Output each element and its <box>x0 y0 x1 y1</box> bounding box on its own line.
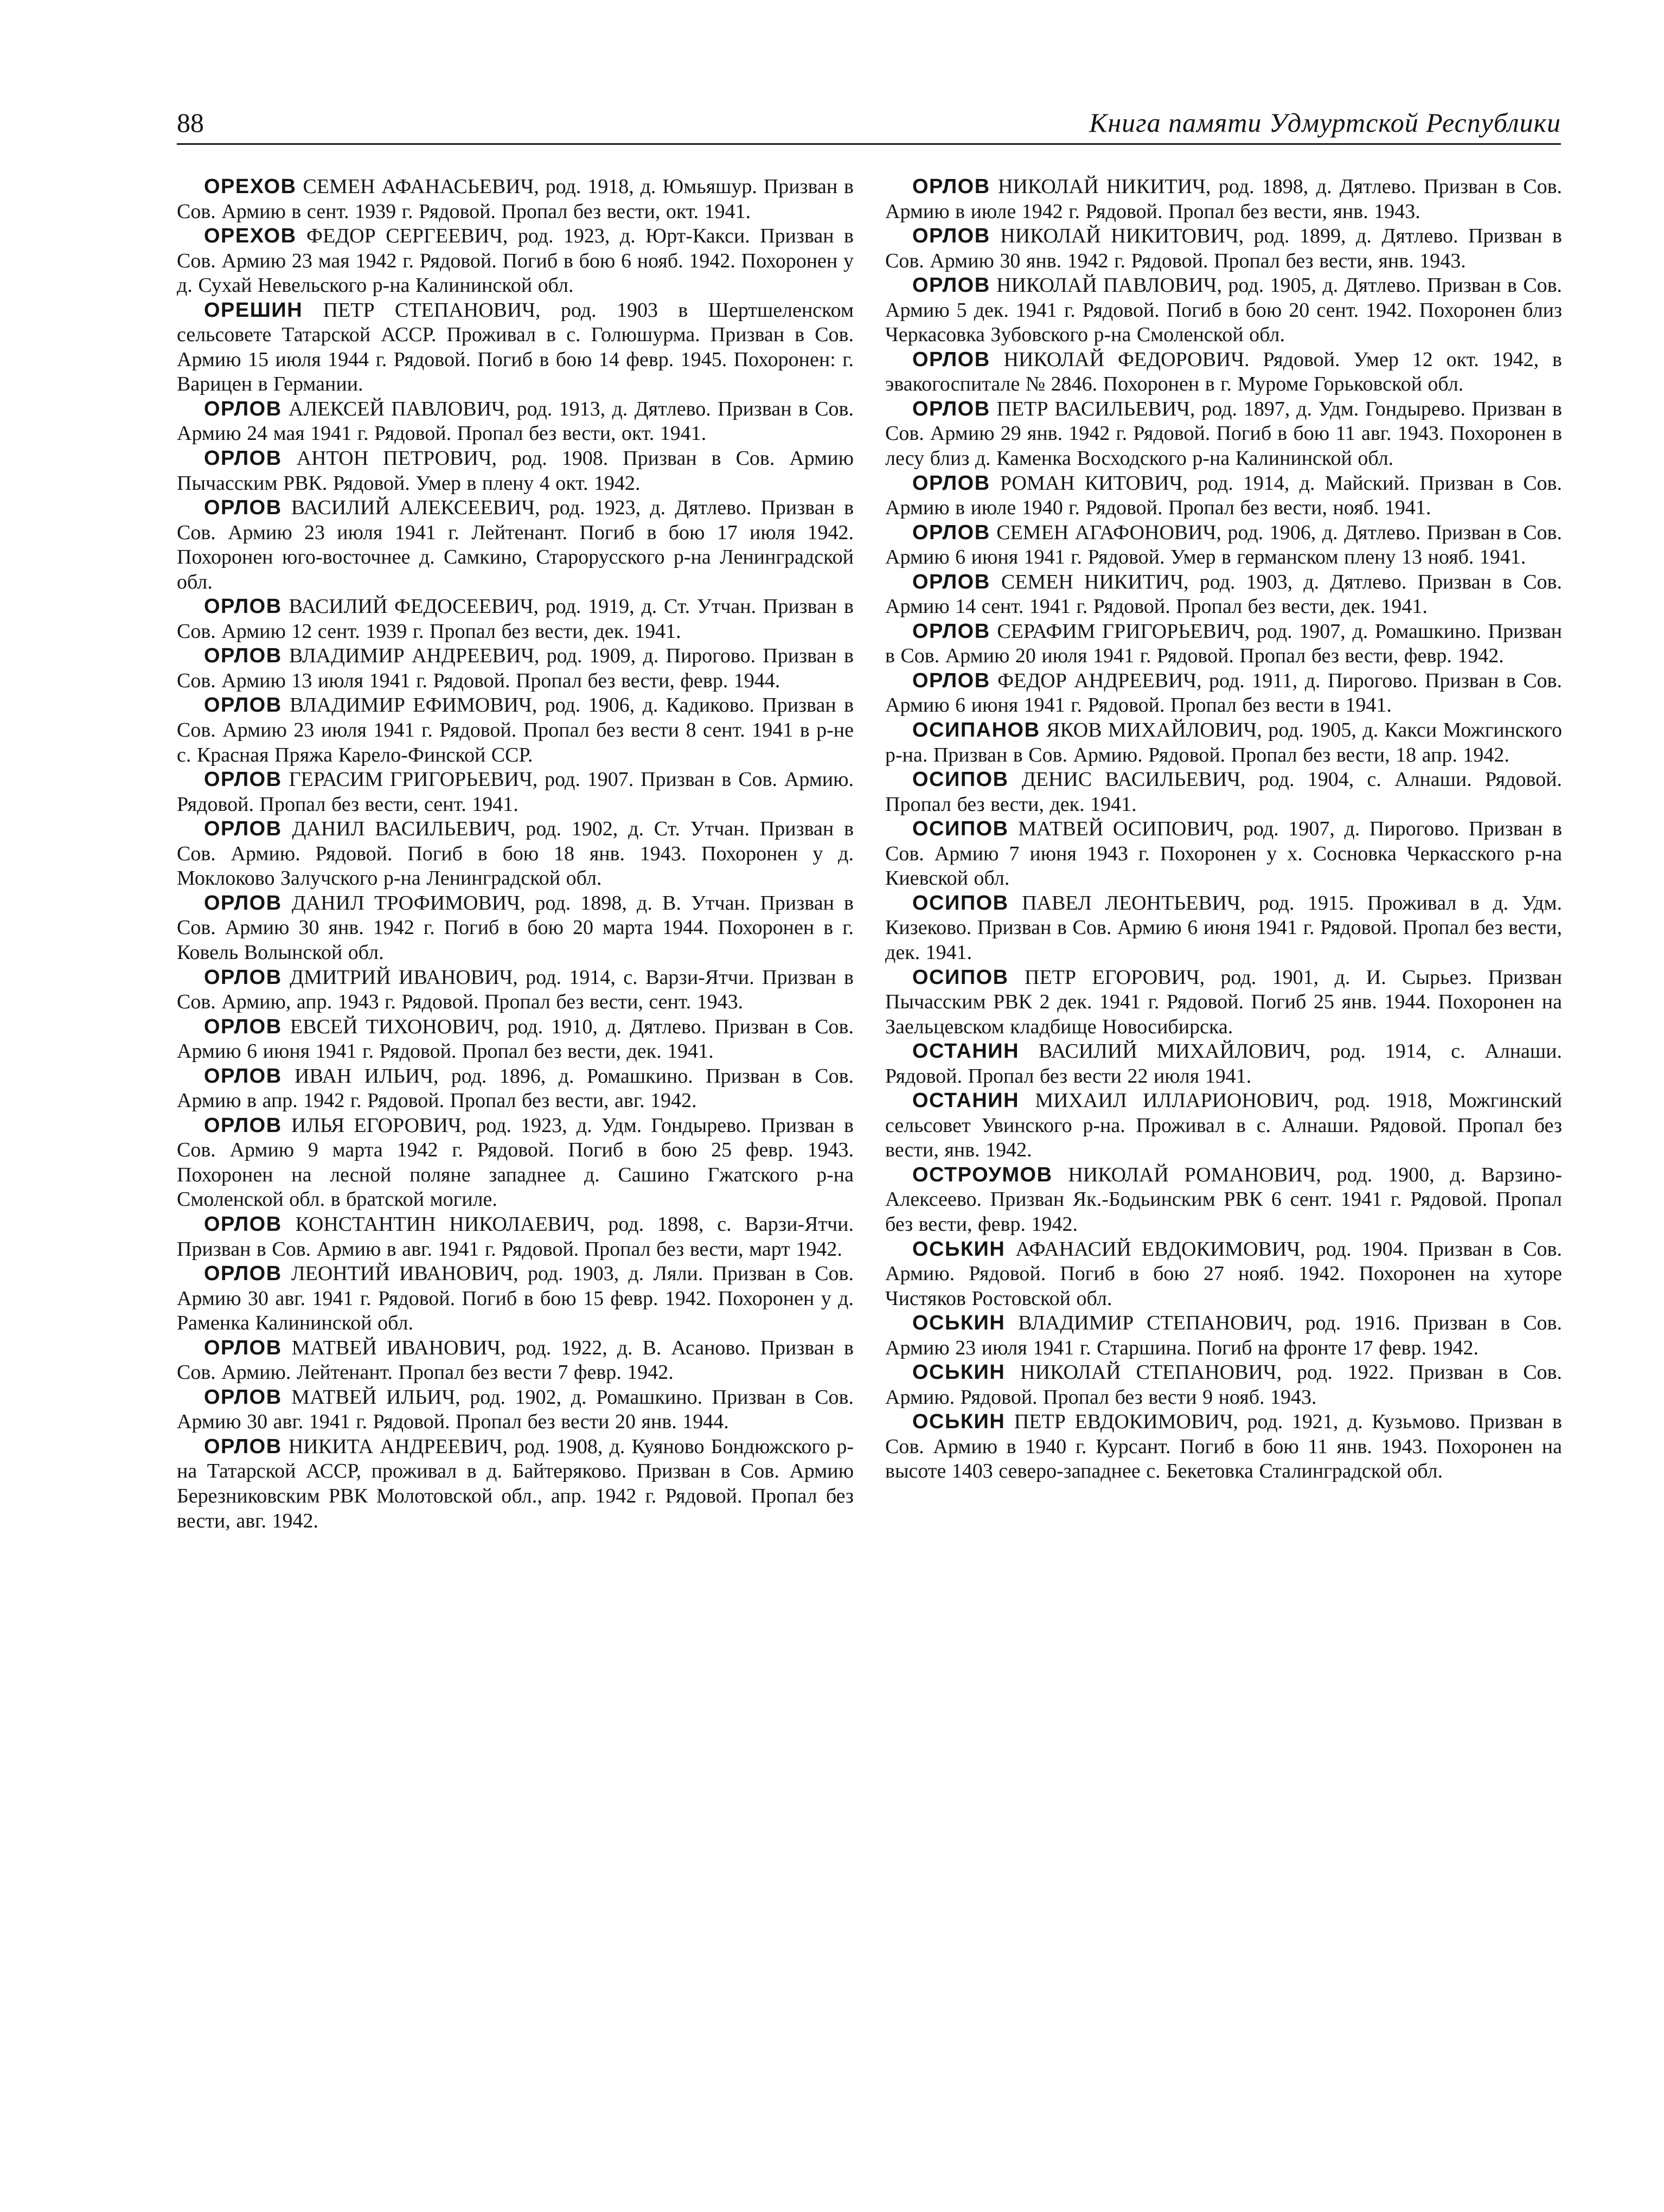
entry-text: АНТОН ПЕТРОВИЧ, род. 1908. Призван в Сов. Армию Пычасским РВК. Рядовой. Умер в плену 4 окт. 1942. <box>177 447 854 495</box>
entry-text: ДМИТРИЙ ИВАНОВИЧ, род. 1914, с. Варзи-Ятчи. Призван в Сов. Армию, апр. 1943 г. Рядовой. Пропал без вести, сент. 1943. <box>177 966 854 1014</box>
entry-surname: ОРЛОВ <box>204 1336 282 1359</box>
entry-surname: ОРЛОВ <box>204 768 282 791</box>
memorial-entry <box>177 1385 854 1435</box>
memorial-entry <box>177 768 854 817</box>
entry-surname: ОРЛОВ <box>204 1212 282 1236</box>
entry-surname: ОРЕХОВ <box>204 225 297 248</box>
memorial-entry <box>885 224 1562 273</box>
entry-surname: ОСЬКИН <box>912 1410 1006 1434</box>
entry-surname: ОСЬКИН <box>912 1361 1006 1384</box>
entry-text: НИКОЛАЙ НИКИТИЧ, род. 1898, д. Дятлево. Призван в Сов. Армию в июле 1942 г. Рядовой. Пропал без вести, янв. 1943. <box>885 175 1563 223</box>
entry-text: ГЕРАСИМ ГРИГОРЬЕВИЧ, род. 1907. Призван в Сов. Армию. Рядовой. Пропал без вести, сент. 1941. <box>177 768 854 816</box>
memorial-entry <box>177 693 854 768</box>
memorial-entry <box>177 397 854 446</box>
entry-surname: ОРЛОВ <box>204 496 282 520</box>
entry-text: ФЕДОР СЕРГЕЕВИЧ, род. 1923, д. Юрт-Какси. Призван в Сов. Армию 23 мая 1942 г. Рядовой. Погиб в бою 6 нояб. 1942. Похоронен у д. Сухай Невельского р-на Калининской обл. <box>177 225 854 297</box>
memorial-entry <box>885 768 1562 817</box>
memorial-entry <box>885 1163 1562 1237</box>
memorial-entry <box>177 817 854 891</box>
entry-text: ФЕДОР АНДРЕЕВИЧ, род. 1911, д. Пирогово. Призван в Сов. Армию 6 июня 1941 г. Рядовой. Пропал без вести в 1941. <box>885 669 1562 717</box>
memorial-entry <box>885 397 1562 471</box>
memorial-entry <box>177 224 854 298</box>
entry-surname: ОСИПАНОВ <box>912 719 1040 742</box>
entry-text: МИХАИЛ ИЛЛАРИОНОВИЧ, род. 1918, Можгинский сельсовет Увинского р-на. Проживал в с. Алнаши. Рядовой. Пропал без вести, янв. 1942. <box>885 1089 1563 1162</box>
running-title: Книга памяти Удмуртской Республики <box>1089 107 1561 138</box>
memorial-entry <box>885 348 1562 397</box>
header-rule <box>177 143 1561 145</box>
memorial-entry <box>177 1262 854 1336</box>
memorial-entry <box>177 966 854 1015</box>
entry-text: ИВАН ИЛЬИЧ, род. 1896, д. Ромашкино. Призван в Сов. Армию в апр. 1942 г. Рядовой. Пропал без вести, авг. 1942. <box>177 1064 854 1113</box>
memorial-entry <box>177 446 854 496</box>
entry-text: НИКОЛАЙ ПАВЛОВИЧ, род. 1905, д. Дятлево. Призван в Сов. Армию 5 дек. 1941 г. Рядовой. Погиб в бою 20 сент. 1942. Похоронен близ Черкасовка Зубовского р-на Смоленской обл. <box>885 274 1563 347</box>
memorial-entry <box>177 1212 854 1262</box>
memorial-entry <box>177 891 854 966</box>
entry-surname: ОРЛОВ <box>204 966 282 989</box>
entry-text: ВЛАДИМИР СТЕПАНОВИЧ, род. 1916. Призван в Сов. Армию 23 июля 1941 г. Старшина. Погиб на фронте 17 февр. 1942. <box>885 1312 1562 1359</box>
entry-surname: ОРЛОВ <box>204 1385 282 1409</box>
entry-surname: ОРЛОВ <box>204 817 282 841</box>
entry-text: НИКОЛАЙ ФЕДОРОВИЧ. Рядовой. Умер 12 окт. 1942, в эвакогоспитале № 2846. Похоронен в г. Муроме Горьковской обл. <box>885 348 1563 396</box>
entry-surname: ОСТАНИН <box>912 1040 1020 1063</box>
entry-surname: ОСИПОВ <box>912 966 1009 989</box>
memorial-entry <box>177 644 854 693</box>
entry-text: НИКОЛАЙ РОМАНОВИЧ, род. 1900, д. Варзино-Алексеево. Призван Як.-Бодьинским РВК 6 сент. 1941 г. Рядовой. Пропал без вести, февр. 1942. <box>885 1163 1563 1236</box>
memorial-entry <box>885 273 1562 348</box>
memorial-entry <box>177 594 854 644</box>
memorial-entry <box>885 619 1562 669</box>
memorial-entry <box>885 718 1562 768</box>
memorial-entry <box>177 1015 854 1064</box>
memorial-entry <box>177 1435 854 1533</box>
memorial-entry <box>885 891 1562 966</box>
entry-surname: ОРЛОВ <box>912 669 990 692</box>
entry-text: ЕВСЕЙ ТИХОНОВИЧ, род. 1910, д. Дятлево. Призван в Сов. Армию 6 июня 1941 г. Рядовой. Пропал без вести, дек. 1941. <box>177 1015 854 1063</box>
left-column <box>177 175 854 1533</box>
entry-text: МАТВЕЙ ИЛЬИЧ, род. 1902, д. Ромашкино. Призван в Сов. Армию 30 авг. 1941 г. Рядовой. Пропал без вести 20 янв. 1944. <box>177 1385 854 1434</box>
memorial-entry <box>885 1039 1562 1089</box>
memorial-entry <box>885 521 1562 570</box>
memorial-entry <box>177 1064 854 1114</box>
entry-text: СЕМЕН АГАФОНОВИЧ, род. 1906, д. Дятлево. Призван в Сов. Армию 6 июня 1941 г. Рядовой. Умер в германском плену 13 нояб. 1941. <box>885 521 1562 569</box>
entry-surname: ОСТРОУМОВ <box>912 1163 1053 1186</box>
entry-text: НИКОЛАЙ СТЕПАНОВИЧ, род. 1922. Призван в Сов. Армию. Рядовой. Пропал без вести 9 нояб. 1943. <box>885 1361 1562 1409</box>
entry-surname: ОРЛОВ <box>204 1435 282 1458</box>
entry-text: ПЕТР ЕГОРОВИЧ, род. 1901, д. И. Сырьез. Призван Пычасским РВК 2 дек. 1941 г. Рядовой. Погиб 25 янв. 1944. Похоронен на Заельцевском кладбище Новосибирска. <box>885 966 1563 1038</box>
entry-text: НИКОЛАЙ НИКИТОВИЧ, род. 1899, д. Дятлево. Призван в Сов. Армию 30 янв. 1942 г. Рядовой. Пропал без вести, янв. 1943. <box>885 225 1562 272</box>
entry-surname: ОРЛОВ <box>204 447 282 470</box>
page-number: 88 <box>177 107 204 138</box>
entry-surname: ОРЛОВ <box>912 175 990 198</box>
entry-text: РОМАН КИТОВИЧ, род. 1914, д. Майский. Призван в Сов. Армию в июле 1940 г. Рядовой. Пропал без вести, нояб. 1941. <box>885 471 1562 520</box>
entry-text: ДАНИЛ ВАСИЛЬЕВИЧ, род. 1902, д. Ст. Утчан. Призван в Сов. Армию. Рядовой. Погиб в бою 18 янв. 1943. Похоронен у д. Моклоково Залучского р-на Ленинградской обл. <box>177 817 854 890</box>
memorial-entry <box>885 817 1562 891</box>
entry-surname: ОРЛОВ <box>912 619 990 643</box>
memorial-entry <box>885 175 1562 224</box>
entry-text: ВАСИЛИЙ АЛЕКСЕЕВИЧ, род. 1923, д. Дятлево. Призван в Сов. Армию 23 июля 1941 г. Лейтенант. Погиб в бою 17 июля 1942. Похоронен юго-восточнее д. Самкино, Старорусского р-на Ленинградской обл. <box>177 496 854 593</box>
memorial-entry <box>177 496 854 594</box>
memorial-entry <box>885 1311 1562 1360</box>
entry-surname: ОРЛОВ <box>912 397 990 420</box>
entry-text: ИЛЬЯ ЕГОРОВИЧ, род. 1923, д. Удм. Гондырево. Призван в Сов. Армию 9 марта 1942 г. Рядовой. Погиб в бою 25 февр. 1943. Похоронен на лесной поляне западнее д. Сашино Гжатского р-на Смоленской обл. в братской могиле. <box>177 1114 854 1211</box>
memorial-entry <box>885 669 1562 718</box>
entry-surname: ОСТАНИН <box>912 1089 1020 1113</box>
entry-text: МАТВЕЙ ОСИПОВИЧ, род. 1907, д. Пирогово. Призван в Сов. Армию 7 июня 1943 г. Похоронен у х. Сосновка Черкасского р-на Киевской обл. <box>885 817 1563 890</box>
entry-surname: ОРЛОВ <box>204 397 282 420</box>
entry-text: МАТВЕЙ ИВАНОВИЧ, род. 1922, д. В. Асаново. Призван в Сов. Армию. Лейтенант. Пропал без вести 7 февр. 1942. <box>177 1336 854 1384</box>
entry-text: ДЕНИС ВАСИЛЬЕВИЧ, род. 1904, с. Алнаши. Рядовой. Пропал без вести, дек. 1941. <box>885 768 1562 816</box>
entry-surname: ОРЛОВ <box>912 521 990 544</box>
memorial-entry <box>177 298 854 397</box>
entry-surname: ОСЬКИН <box>912 1312 1006 1335</box>
entry-text: КОНСТАНТИН НИКОЛАЕВИЧ, род. 1898, с. Варзи-Ятчи. Призван в Сов. Армию в авг. 1941 г. Рядовой. Пропал без вести, март 1942. <box>177 1212 854 1261</box>
entry-surname: ОСИПОВ <box>912 817 1009 841</box>
entry-text: ВЛАДИМИР АНДРЕЕВИЧ, род. 1909, д. Пирогово. Призван в Сов. Армию 13 июля 1941 г. Рядовой. Пропал без вести, февр. 1944. <box>177 644 854 692</box>
memorial-entry <box>885 471 1562 521</box>
memorial-entry <box>177 1336 854 1385</box>
entry-surname: ОСИПОВ <box>912 891 1009 915</box>
entry-text: ЯКОВ МИХАЙЛОВИЧ, род. 1905, д. Какси Можгинского р-на. Призван в Сов. Армию. Рядовой. Пропал без вести, 18 апр. 1942. <box>885 719 1562 766</box>
entry-surname: ОСЬКИН <box>912 1237 1006 1261</box>
entry-surname: ОРЕШИН <box>204 298 303 322</box>
entry-surname: ОРЛОВ <box>204 1114 282 1137</box>
memorial-entry <box>177 1114 854 1212</box>
entry-surname: ОРЛОВ <box>204 595 282 618</box>
entry-surname: ОРЛОВ <box>912 274 990 297</box>
entry-surname: ОРЛОВ <box>204 644 282 668</box>
entry-surname: ОРЛОВ <box>204 1015 282 1038</box>
entry-text: НИКИТА АНДРЕЕВИЧ, род. 1908, д. Куяново Бондюжского р-на Татарской АССР, проживал в д. Байтеряково. Призван в Сов. Армию Березниковским РВК Молотовской обл., апр. 1942 г. Рядовой. Пропал без вести, авг. 1942. <box>177 1435 854 1532</box>
entry-surname: ОРЛОВ <box>912 471 990 495</box>
memorial-entry <box>885 1360 1562 1410</box>
entry-surname: ОРЕХОВ <box>204 175 297 198</box>
entry-text: СЕМЕН НИКИТИЧ, род. 1903, д. Дятлево. Призван в Сов. Армию 14 сент. 1941 г. Рядовой. Пропал без вести, дек. 1941. <box>885 570 1562 618</box>
entry-surname: ОРЛОВ <box>204 694 282 717</box>
entry-surname: ОРЛОВ <box>204 1064 282 1088</box>
memorial-entry <box>177 175 854 224</box>
entry-text: ПАВЕЛ ЛЕОНТЬЕВИЧ, род. 1915. Проживал в д. Удм. Кизеково. Призван в Сов. Армию 6 июня 1941 г. Рядовой. Пропал без вести, дек. 1941. <box>885 891 1563 964</box>
memorial-entry <box>885 1089 1562 1163</box>
entry-text: ПЕТР ВАСИЛЬЕВИЧ, род. 1897, д. Удм. Гондырево. Призван в Сов. Армию 29 янв. 1942 г. Рядовой. Погиб в бою 11 авг. 1943. Похоронен в лесу близ д. Каменка Восходского р-на Калининской обл. <box>885 397 1562 470</box>
entry-text: ПЕТР ЕВДОКИМОВИЧ, род. 1921, д. Кузьмово. Призван в Сов. Армию в 1940 г. Курсант. Погиб в бою 11 янв. 1943. Похоронен на высоте 1403 северо-западнее с. Бекетовка Сталинградской обл. <box>885 1410 1562 1483</box>
entry-surname: ОРЛОВ <box>912 570 990 593</box>
entry-text: АЛЕКСЕЙ ПАВЛОВИЧ, род. 1913, д. Дятлево. Призван в Сов. Армию 24 мая 1941 г. Рядовой. Пропал без вести, окт. 1941. <box>177 397 854 445</box>
memorial-entry <box>885 966 1562 1040</box>
memorial-entry <box>885 1237 1562 1312</box>
right-column <box>885 175 1562 1484</box>
entry-surname: ОРЛОВ <box>204 1262 282 1286</box>
memorial-entry <box>885 570 1562 619</box>
entry-surname: ОСИПОВ <box>912 768 1009 791</box>
entry-surname: ОРЛОВ <box>912 225 990 248</box>
entry-text: ВЛАДИМИР ЕФИМОВИЧ, род. 1906, д. Кадиково. Призван в Сов. Армию 23 июля 1941 г. Рядовой. Пропал без вести 8 сент. 1941 в р-не с. Красная Пряжа Карело-Финской ССР. <box>177 694 854 766</box>
entry-text: ВАСИЛИЙ ФЕДОСЕЕВИЧ, род. 1919, д. Ст. Утчан. Призван в Сов. Армию 12 сент. 1939 г. Пропал без вести, дек. 1941. <box>177 595 854 643</box>
entry-text: СЕРАФИМ ГРИГОРЬЕВИЧ, род. 1907, д. Ромашкино. Призван в Сов. Армию 20 июля 1941 г. Рядовой. Пропал без вести, февр. 1942. <box>885 619 1563 668</box>
entry-text: ЛЕОНТИЙ ИВАНОВИЧ, род. 1903, д. Ляли. Призван в Сов. Армию 30 авг. 1941 г. Рядовой. Погиб в бою 15 февр. 1942. Похоронен у д. Раменка Калининской обл. <box>177 1262 854 1335</box>
memorial-entry <box>885 1410 1562 1484</box>
entry-text: АФАНАСИЙ ЕВДОКИМОВИЧ, род. 1904. Призван в Сов. Армию. Рядовой. Погиб в бою 27 нояб. 1942. Похоронен на хуторе Чистяков Ростовской обл. <box>885 1237 1562 1310</box>
entry-text: ПЕТР СТЕПАНОВИЧ, род. 1903 в Шертшеленском сельсовете Татарской АССР. Проживал в с. Голюшурма. Призван в Сов. Армию 15 июля 1944 г. Рядовой. Погиб в бою 14 февр. 1945. Похоронен: г. Варицен в Германии. <box>177 298 854 396</box>
entry-text: ВАСИЛИЙ МИХАЙЛОВИЧ, род. 1914, с. Алнаши. Рядовой. Пропал без вести 22 июля 1941. <box>885 1040 1562 1088</box>
entry-surname: ОРЛОВ <box>912 348 990 371</box>
entry-text: ДАНИЛ ТРОФИМОВИЧ, род. 1898, д. В. Утчан. Призван в Сов. Армию 30 янв. 1942 г. Погиб в бою 20 марта 1944. Похоронен в г. Ковель Волынской обл. <box>177 891 854 964</box>
entry-surname: ОРЛОВ <box>204 891 282 915</box>
entry-text: СЕМЕН АФАНАСЬЕВИЧ, род. 1918, д. Юмьяшур. Призван в Сов. Армию в сент. 1939 г. Рядовой. Пропал без вести, окт. 1941. <box>177 175 854 223</box>
